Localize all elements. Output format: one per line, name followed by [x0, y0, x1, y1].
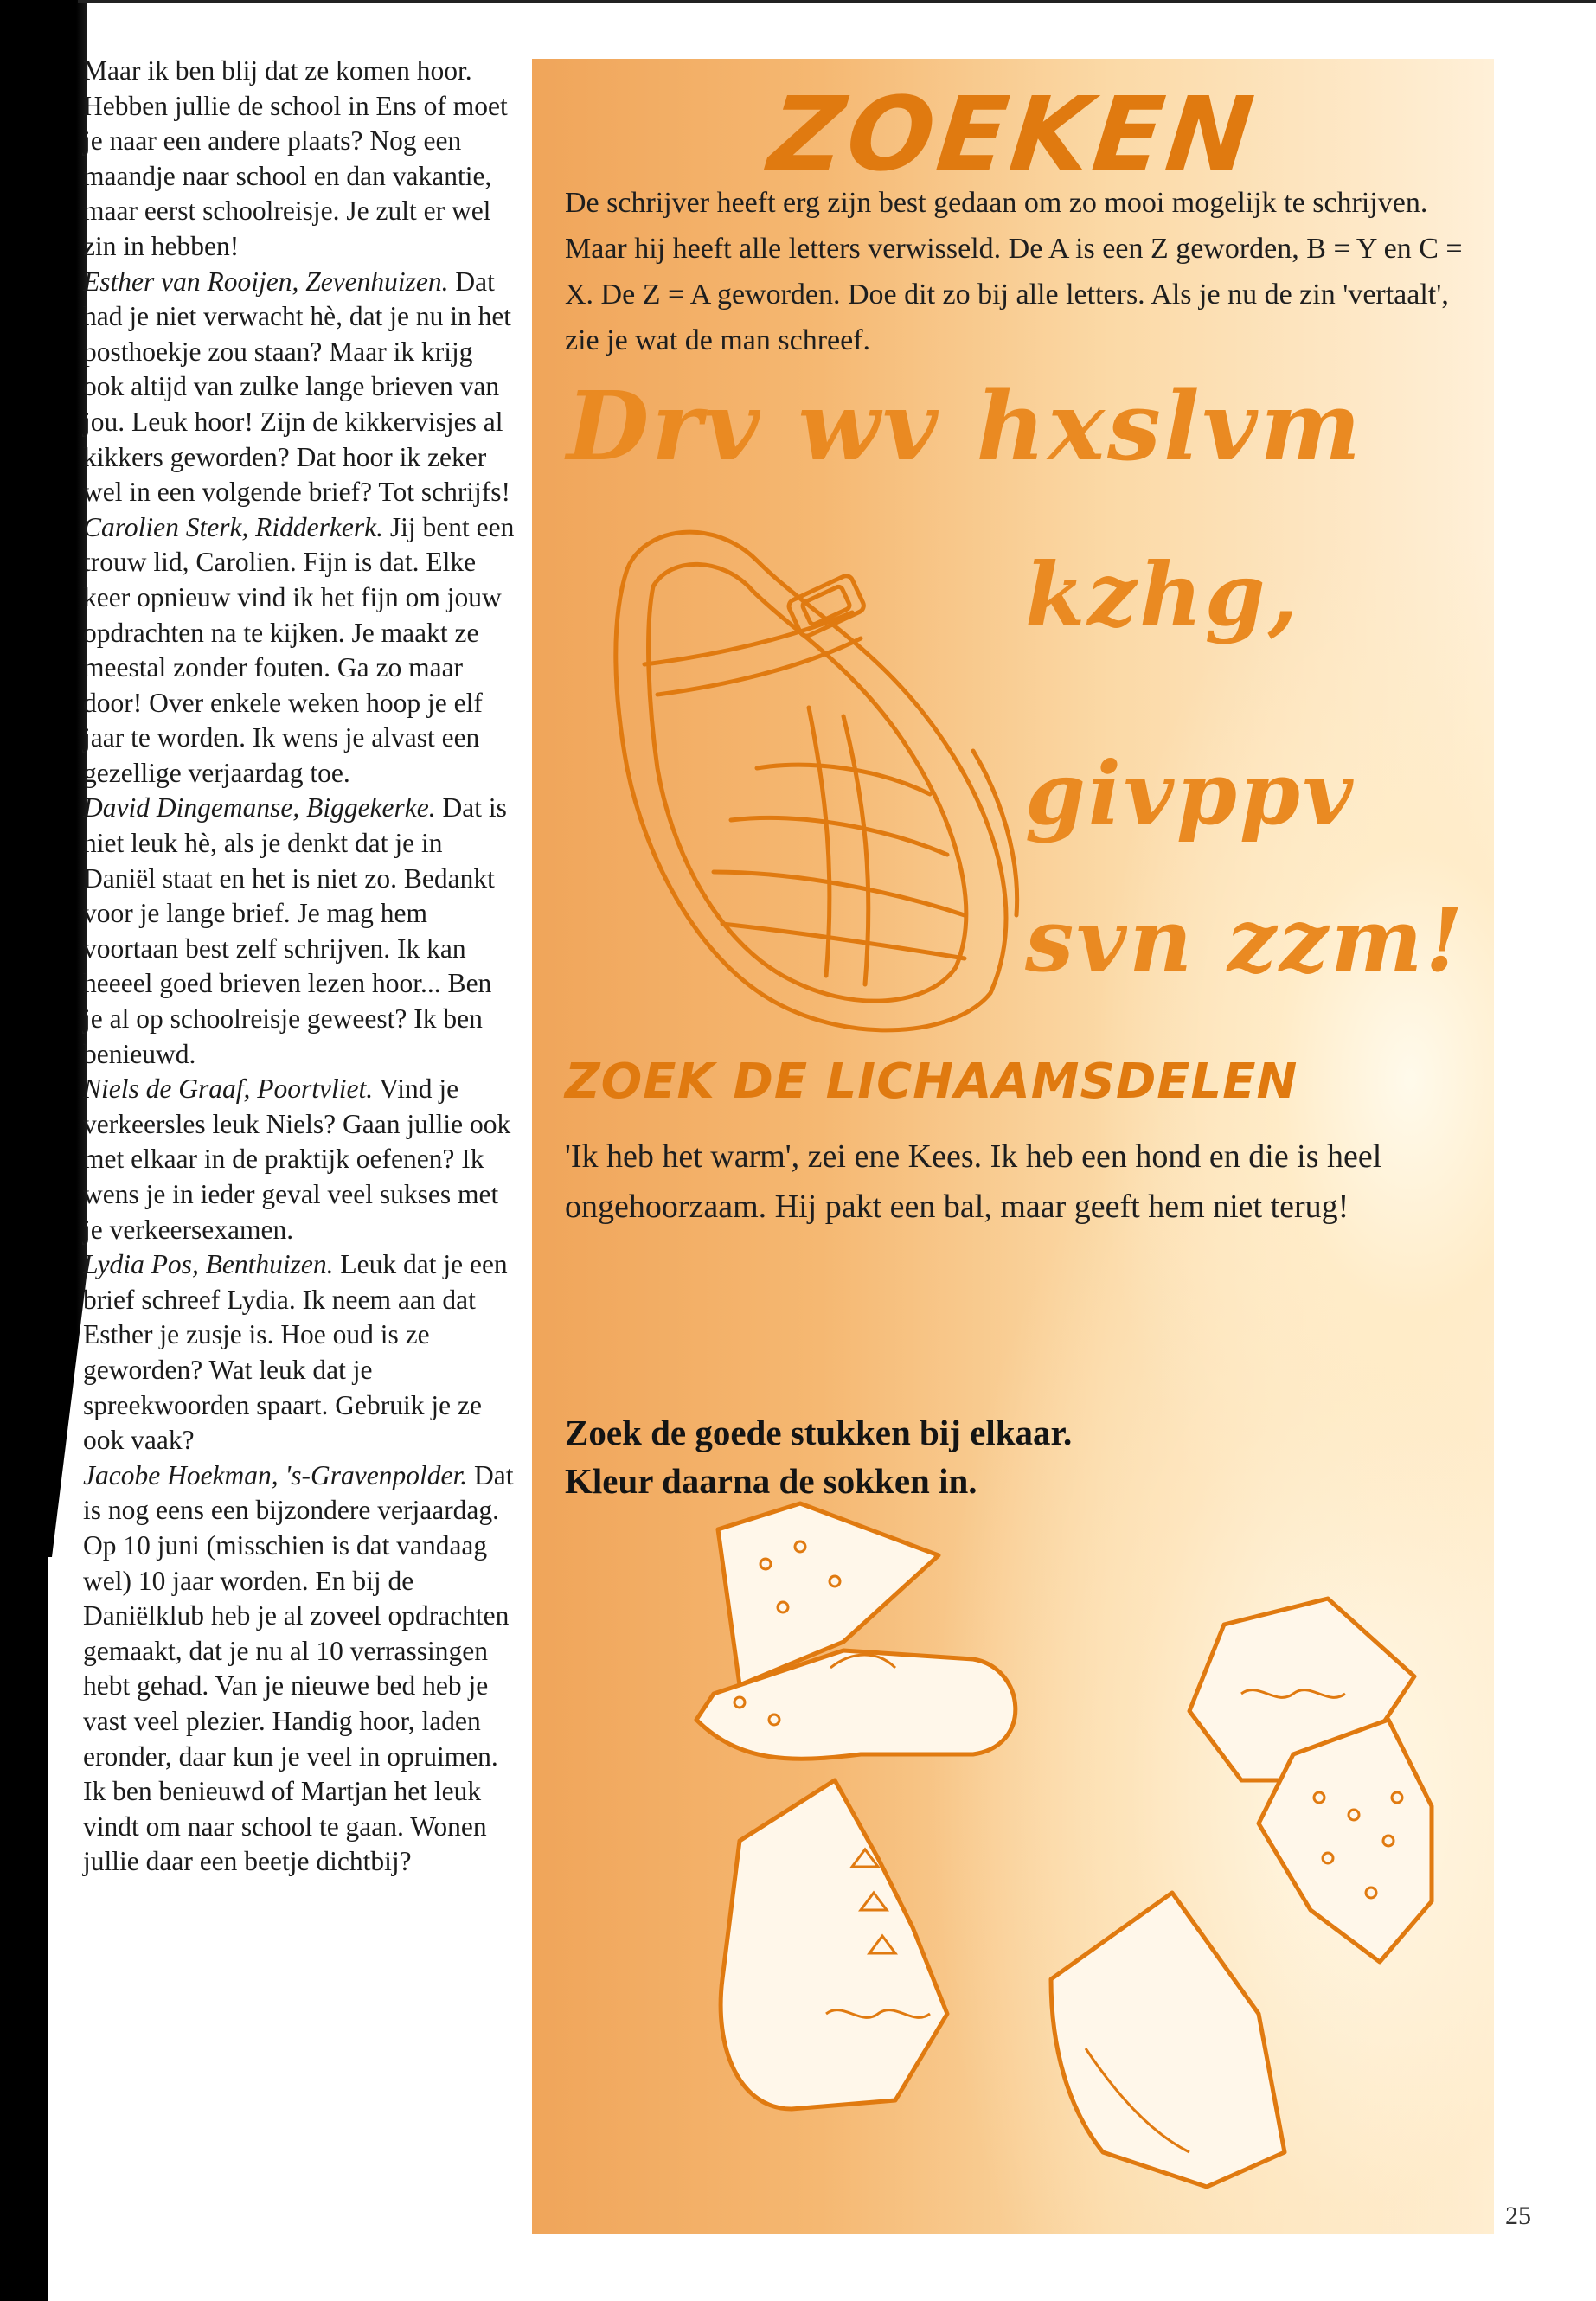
- cipher-line-2: kzhg,: [1025, 543, 1301, 645]
- letter-paragraph: Lydia Pos, Benthuizen. Leuk dat je een brief schreef Lydia. Ik neem aan dat Esther je zusje is. Hoe oud is ze geworden? Wat leuk dat je spreekwoorden spaart. Gebruik je ze ook vaak?: [83, 1249, 508, 1456]
- page-number: 25: [1505, 2202, 1531, 2230]
- scan-edge-bottom: [0, 1557, 48, 2301]
- puzzle-intro: De schrijver heeft erg zijn best gedaan om zo mooi mogelijk te schrijven. Maar hij heeft alle letters verwisseld. De A is een Z geworden, B = Y en C = X. De Z = A geworden. Doe dit zo bij alle letters. Als je nu de zin 'vertaalt', zie je wat de man schreef.: [565, 187, 1463, 356]
- cipher-line-3: givppv: [1025, 742, 1356, 844]
- puzzle-panel: [532, 59, 1494, 2234]
- sock-pieces-icon: [567, 1495, 1484, 2221]
- top-border: [78, 0, 1596, 3]
- letter-paragraph: Maar ik ben blij dat ze komen hoor. Hebben jullie de school in Ens of moet je naar een andere plaats? Nog een maandje naar school en dan vakantie, maar eerst schoolreisje. Je zult er wel zin in hebben!: [83, 55, 508, 261]
- letter-paragraph: Jacobe Hoekman, 's-Gravenpolder. Dat is nog eens een bijzondere verjaardag. Op 10 juni (misschien is dat vandaag wel) 10 jaar worden. En bij de Daniëlklub heb je al zoveel opdrachten gemaakt, dat je nu al 10 verrassingen hebt gehad. Van je nieuwe bed heb je vast veel plezier. Handig hoor, laden eronder, daar kun je veel in opruimen. Ik ben benieuwd of Martjan het leuk vindt om naar school te gaan. Wonen jullie daar een beetje dichtbij?: [83, 1459, 514, 1877]
- sandal-icon: [593, 509, 1042, 1045]
- riddle-text: 'Ik heb het warm', zei ene Kees. Ik heb een hond en die is heel ongehoorzaam. Hij pakt een bal, maar geeft hem niet terug!: [565, 1138, 1382, 1225]
- letter-paragraph: Niels de Graaf, Poortvliet. Vind je verkeersles leuk Niels? Gaan jullie ook met elkaar in de praktijk oefenen? Ik wens je in ieder geval veel sukses met je verkeersexamen.: [83, 1074, 511, 1245]
- panel-title: ZOEKEN: [764, 74, 1262, 194]
- letter-paragraph: Esther van Rooijen, Zevenhuizen. Dat had je niet verwacht hè, dat je nu in het posthoekje zou staan? Maar ik krijg ook altijd van zulke lange brieven van jou. Leuk hoor! Zijn de kikkervisjes al kikkers geworden? Dat hoor ik zeker wel in een volgende brief? Tot schrijfs!: [83, 266, 512, 508]
- section-heading: ZOEK DE LICHAAMSDELEN: [565, 1054, 1298, 1110]
- letters-column: [83, 54, 516, 1880]
- letter-paragraph: David Dingemanse, Biggekerke. Dat is niet leuk hè, als je denkt dat je in Daniël staat en het is niet zo. Bedankt voor je lange brief. Je mag hem voortaan best zelf schrijven. Ik kan heeeel goed brieven lezen hoor... Ben je al op schoolreisje geweest? Ik ben benieuwd.: [83, 792, 507, 1069]
- scan-edge: [0, 0, 87, 1557]
- cipher-line-1: Drv wv hxslvm: [567, 370, 1364, 482]
- cipher-line-4: svn zzm!: [1025, 889, 1466, 991]
- instruction-text: Zoek de goede stukken bij elkaar. Kleur daarna de sokken in.: [565, 1413, 1073, 1501]
- letter-paragraph: Carolien Sterk, Ridderkerk. Jij bent een trouw lid, Carolien. Fijn is dat. Elke keer opnieuw vind ik het fijn om jouw opdrachten na te kijken. Je maakt ze meestal zonder fouten. Ga zo maar door! Over enkele weken hoop je elf jaar te worden. Ik wens je alvast een gezellige verjaardag toe.: [83, 511, 515, 788]
